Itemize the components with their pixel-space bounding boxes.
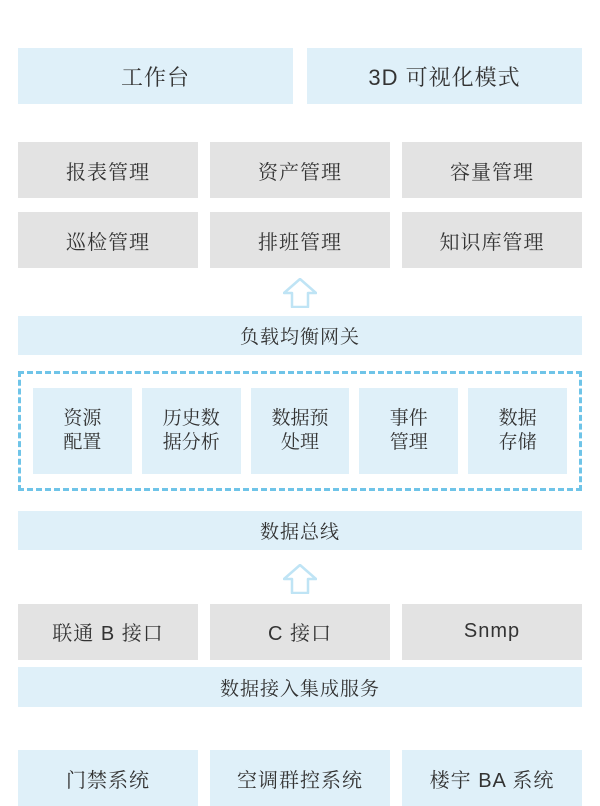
tile-data-storage-label: 数据 存储: [498, 407, 537, 453]
tile-event-management-label: 事件 管理: [389, 407, 428, 453]
tile-resource-configuration-label: 资源 配置: [63, 407, 102, 453]
tile-inspection-management-label: 巡检管理: [66, 231, 150, 254]
device-layer-row: [18, 750, 582, 806]
tile-unicom-b-interface[interactable]: [18, 604, 198, 660]
tile-asset-management-label: 资产管理: [258, 161, 342, 184]
tile-knowledge-base-management[interactable]: [402, 212, 582, 268]
tile-capacity-management-label: 容量管理: [450, 161, 534, 184]
tile-report-management-label: 报表管理: [66, 161, 150, 184]
tile-c-interface[interactable]: [210, 604, 390, 660]
bar-data-access-integration-service[interactable]: [18, 667, 582, 706]
tile-data-preprocessing-label: 数据预 处理: [271, 407, 329, 453]
tile-snmp[interactable]: [402, 604, 582, 660]
bar-data-bus-label: 数据总线: [259, 521, 340, 543]
tile-resource-configuration[interactable]: [33, 388, 132, 474]
tile-snmp-label: Snmp: [463, 620, 521, 642]
tile-capacity-management[interactable]: [402, 142, 582, 198]
tile-c-interface-label: C 接口: [268, 623, 332, 645]
tile-3d-visualization-mode[interactable]: [307, 48, 582, 104]
tile-building-ba-system[interactable]: [402, 750, 582, 806]
tile-access-control-system[interactable]: [18, 750, 198, 806]
arrow-up-icon: [283, 564, 317, 594]
platform-services-group: [18, 371, 582, 491]
tile-access-control-system-label: 门禁系统: [66, 769, 150, 792]
tile-3d-visualization-mode-label: 3D 可视化模式: [368, 64, 521, 90]
interface-layer-row: [18, 604, 582, 660]
tile-data-preprocessing[interactable]: [251, 388, 350, 474]
application-layer-row-2: [18, 212, 582, 268]
tile-hvac-group-control-system-label: 空调群控系统: [237, 769, 363, 792]
tile-hvac-group-control-system[interactable]: [210, 750, 390, 806]
tile-shift-management-label: 排班管理: [258, 231, 342, 254]
tile-history-data-analysis[interactable]: [142, 388, 241, 474]
bar-data-bus[interactable]: [18, 511, 582, 550]
bar-load-balancing-gateway[interactable]: [18, 316, 582, 355]
tile-knowledge-base-management-label: 知识库管理: [439, 231, 545, 254]
presentation-layer-row: [18, 48, 582, 104]
tile-workbench[interactable]: [18, 48, 293, 104]
bar-data-access-integration-service-label: 数据接入集成服务: [219, 678, 380, 700]
tile-history-data-analysis-label: 历史数 据分析: [162, 407, 220, 453]
tile-building-ba-system-label: 楼宇 BA 系统: [429, 769, 555, 792]
arrow-gateway-up: [18, 278, 582, 308]
arrow-up-icon: [283, 278, 317, 308]
tile-workbench-label: 工作台: [120, 64, 190, 90]
tile-data-storage[interactable]: [468, 388, 567, 474]
application-layer-row-1: [18, 142, 582, 198]
tile-shift-management[interactable]: [210, 212, 390, 268]
tile-report-management[interactable]: [18, 142, 198, 198]
bar-load-balancing-gateway-label: 负载均衡网关: [239, 326, 360, 348]
tile-event-management[interactable]: [359, 388, 458, 474]
application-layer: [18, 142, 582, 268]
tile-inspection-management[interactable]: [18, 212, 198, 268]
arrow-bus-up: [18, 564, 582, 594]
tile-asset-management[interactable]: [210, 142, 390, 198]
tile-unicom-b-interface-label: 联通 B 接口: [52, 623, 164, 645]
